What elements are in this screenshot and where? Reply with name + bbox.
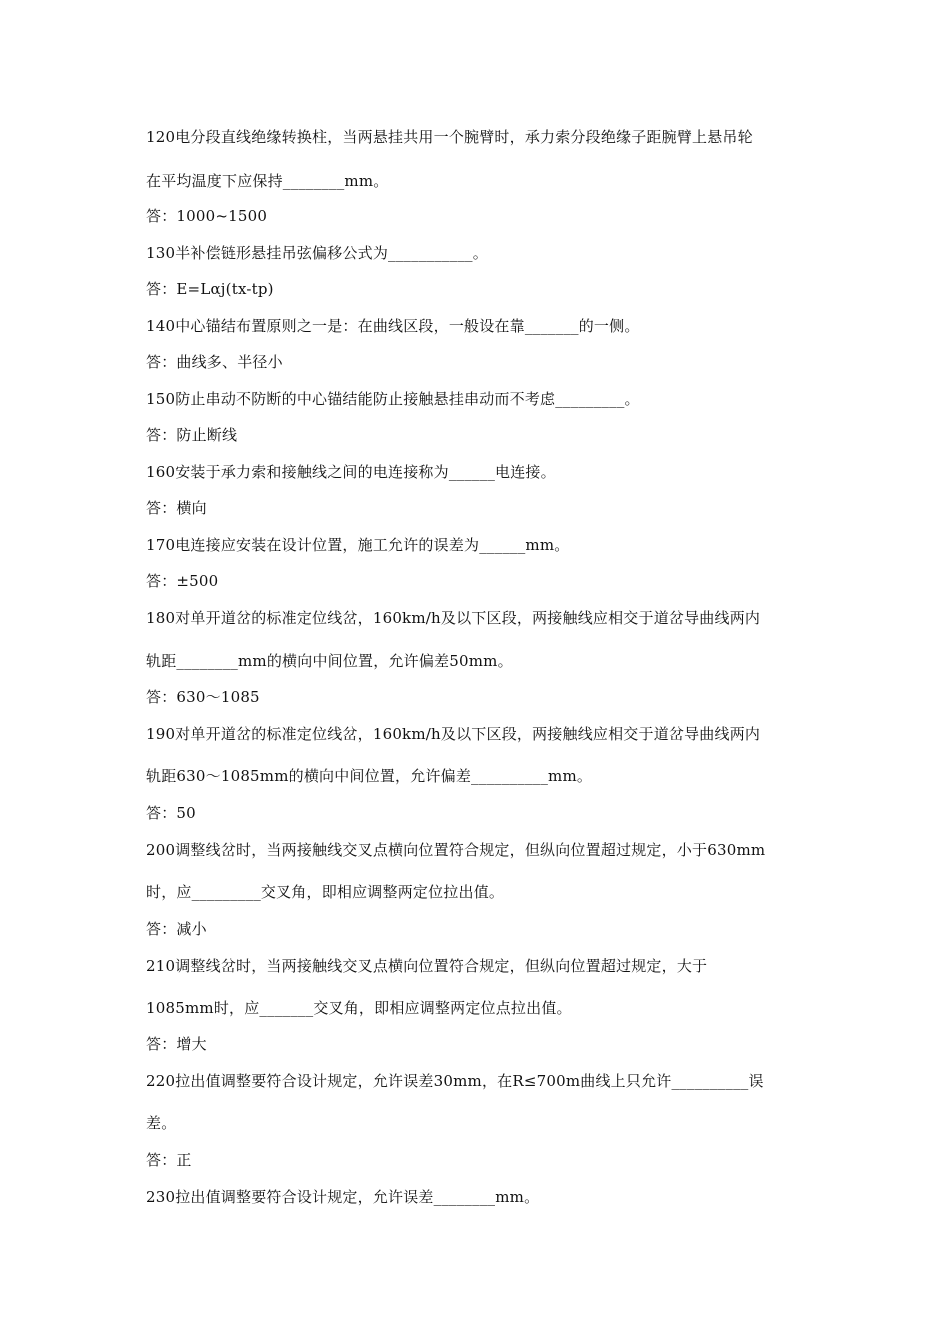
question-220-line-1: 220拉出值调整要符合设计规定，允许误差30mm，在R≤700m曲线上只允许__________误 <box>146 1072 764 1090</box>
question-160: 160安装于承力索和接触线之间的电连接称为______电连接。 <box>146 463 556 481</box>
answer-160: 答：横向 <box>146 499 207 517</box>
question-190-line-1: 190对单开道岔的标准定位线岔，160km/h及以下区段，两接触线应相交于道岔导曲线两内 <box>146 725 761 743</box>
question-120-line-1: 120电分段直线绝缘转换柱，当两悬挂共用一个腕臂时，承力索分段绝缘子距腕臂上悬吊轮 <box>146 128 753 146</box>
question-210-line-1: 210调整线岔时，当两接触线交叉点横向位置符合规定，但纵向位置超过规定，大于 <box>146 957 708 975</box>
answer-170: 答：±500 <box>146 572 219 590</box>
answer-200: 答：减小 <box>146 920 207 938</box>
question-180-line-2: 轨距________mm的横向中间位置，允许偏差50mm。 <box>146 652 513 670</box>
question-120-line-2: 在平均温度下应保持________mm。 <box>146 172 389 190</box>
answer-120: 答：1000~1500 <box>146 207 268 225</box>
question-150: 150防止串动不防断的中心锚结能防止接触悬挂串动而不考虑_________。 <box>146 390 640 408</box>
question-210-line-2: 1085mm时，应_______交叉角，即相应调整两定位点拉出值。 <box>146 999 572 1017</box>
question-180-line-1: 180对单开道岔的标准定位线岔，160km/h及以下区段，两接触线应相交于道岔导曲线两内 <box>146 609 761 627</box>
answer-190: 答：50 <box>146 804 196 822</box>
answer-140: 答：曲线多、半径小 <box>146 353 283 371</box>
question-140: 140中心锚结布置原则之一是：在曲线区段，一般设在靠_______的一侧。 <box>146 317 640 335</box>
question-130: 130半补偿链形悬挂吊弦偏移公式为___________。 <box>146 244 488 262</box>
answer-180: 答：630～1085 <box>146 688 260 706</box>
answer-150: 答：防止断线 <box>146 426 238 444</box>
answer-130: 答：E=Lαj(tx-tp) <box>146 280 274 298</box>
question-190-line-2: 轨距630～1085mm的横向中间位置，允许偏差__________mm。 <box>146 767 593 785</box>
question-200-line-2: 时，应_________交叉角，即相应调整两定位拉出值。 <box>146 883 505 901</box>
question-230: 230拉出值调整要符合设计规定，允许误差________mm。 <box>146 1188 540 1206</box>
question-170: 170电连接应安装在设计位置，施工允许的误差为______mm。 <box>146 536 570 554</box>
question-220-line-2: 差。 <box>146 1114 177 1132</box>
question-200-line-1: 200调整线岔时，当两接触线交叉点横向位置符合规定，但纵向位置超过规定，小于630mm <box>146 841 766 859</box>
answer-220: 答：正 <box>146 1151 192 1169</box>
answer-210: 答：增大 <box>146 1035 207 1053</box>
